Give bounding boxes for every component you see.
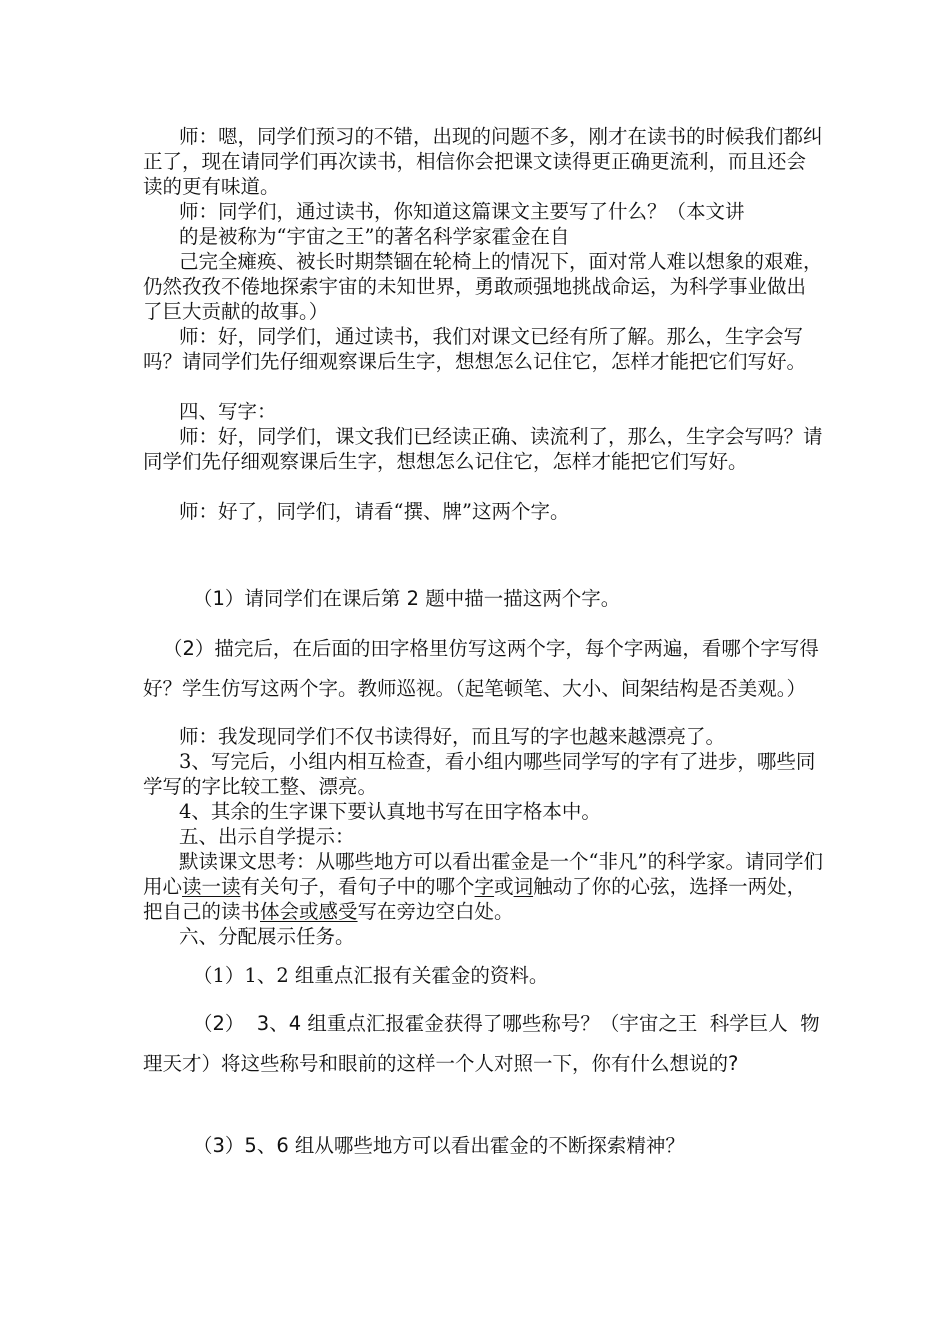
prompt-underline-word: 词 <box>513 875 534 898</box>
prompt-text-4: 触动了你的心弦，选择一两处，把自己的读书 <box>143 875 807 923</box>
section-heading-self-study: 五、出示自学提示： <box>179 825 355 848</box>
paragraph-answer-body: 己完全瘫痪、被长时期禁锢在轮椅上的情况下，面对常人难以想象的艰难，仍然孜孜不倦地探索宇宙的未知世界，勇敢顽强地挑战命运，为科学事业做出了巨大贡献的故事。） <box>143 250 823 323</box>
step-copy-characters: （2）描完后，在后面的田字格里仿写这两个字，每个字两遍，看哪个字写得好？学生仿写这两个字。教师巡视。（起笔顿笔、大小、间架结构是否美观。） <box>143 637 819 700</box>
paragraph-teacher-writing: 师：好，同学们，课文我们已经读正确、读流利了，那么，生字会写吗？请同学们先仔细观察课后生字，想想怎么记住它，怎样才能把它们写好。 <box>143 425 823 473</box>
prompt-text-5: 写在旁边空白处。 <box>357 900 514 923</box>
paragraph-self-study-prompt <box>143 849 823 924</box>
task-groups-5-6: （3）5、6 组从哪些地方可以看出霍金的不断探索精神？ <box>193 1134 685 1157</box>
paragraph-teacher-praise: 师：我发现同学们不仅书读得好，而且写的字也越来越漂亮了。 <box>179 725 726 748</box>
task-groups-3-4: （2） 3、4 组重点汇报霍金获得了哪些称号？（宇宙之王 科学巨人 物理天才）将这些称号和眼前的这样一个人对照一下，你有什么想说的? <box>143 1012 820 1075</box>
paragraph-teacher-characters: 师：好了，同学们，请看“撰、牌”这两个字。 <box>179 500 570 523</box>
section-heading-writing: 四、写字： <box>179 400 277 423</box>
task-groups-1-2: （1）1、2 组重点汇报有关霍金的资料。 <box>193 964 549 987</box>
prompt-text-3: 或 <box>494 875 514 898</box>
paragraph-answer-line: 的是被称为“宇宙之王”的著名科学家霍金在自 <box>179 225 570 248</box>
step-group-check: 3、写完后，小组内相互检查，看小组内哪些同学写的字有了进步，哪些同学写的字比较工整、漂亮。 <box>143 750 816 798</box>
prompt-underline-read: 读一读 <box>182 875 241 898</box>
prompt-underline-feeling: 体会或感受 <box>260 900 358 923</box>
step-trace-characters: （1）请同学们在课后第 2 题中描一描这两个字。 <box>193 587 621 610</box>
prompt-text-2: 有关句子，看句子中的哪个 <box>240 875 475 898</box>
prompt-text-1: 默读课文思考：从哪些地方可以看出霍金是一个“非凡”的科学家。请同学们用心 <box>143 850 823 898</box>
prompt-underline-character: 字 <box>474 875 495 898</box>
paragraph-teacher-review: 师：嗯，同学们预习的不错，出现的问题不多，刚才在读书的时候我们都纠正了，现在请同学们再次读书，相信你会把课文读得更正确更流利，而且还会读的更有味道。 <box>143 125 823 198</box>
section-heading-tasks: 六、分配展示任务。 <box>179 925 355 948</box>
step-remaining-characters: 4、其余的生字课下要认真地书写在田字格本中。 <box>179 800 601 823</box>
paragraph-teacher-question: 师：同学们，通过读书，你知道这篇课文主要写了什么？（本文讲 <box>179 200 745 223</box>
paragraph-teacher-writing-intro: 师：好，同学们，通过读书，我们对课文已经有所了解。那么，生字会写吗？请同学们先仔细观察课后生字，想想怎么记住它，怎样才能把它们写好。 <box>143 325 807 373</box>
